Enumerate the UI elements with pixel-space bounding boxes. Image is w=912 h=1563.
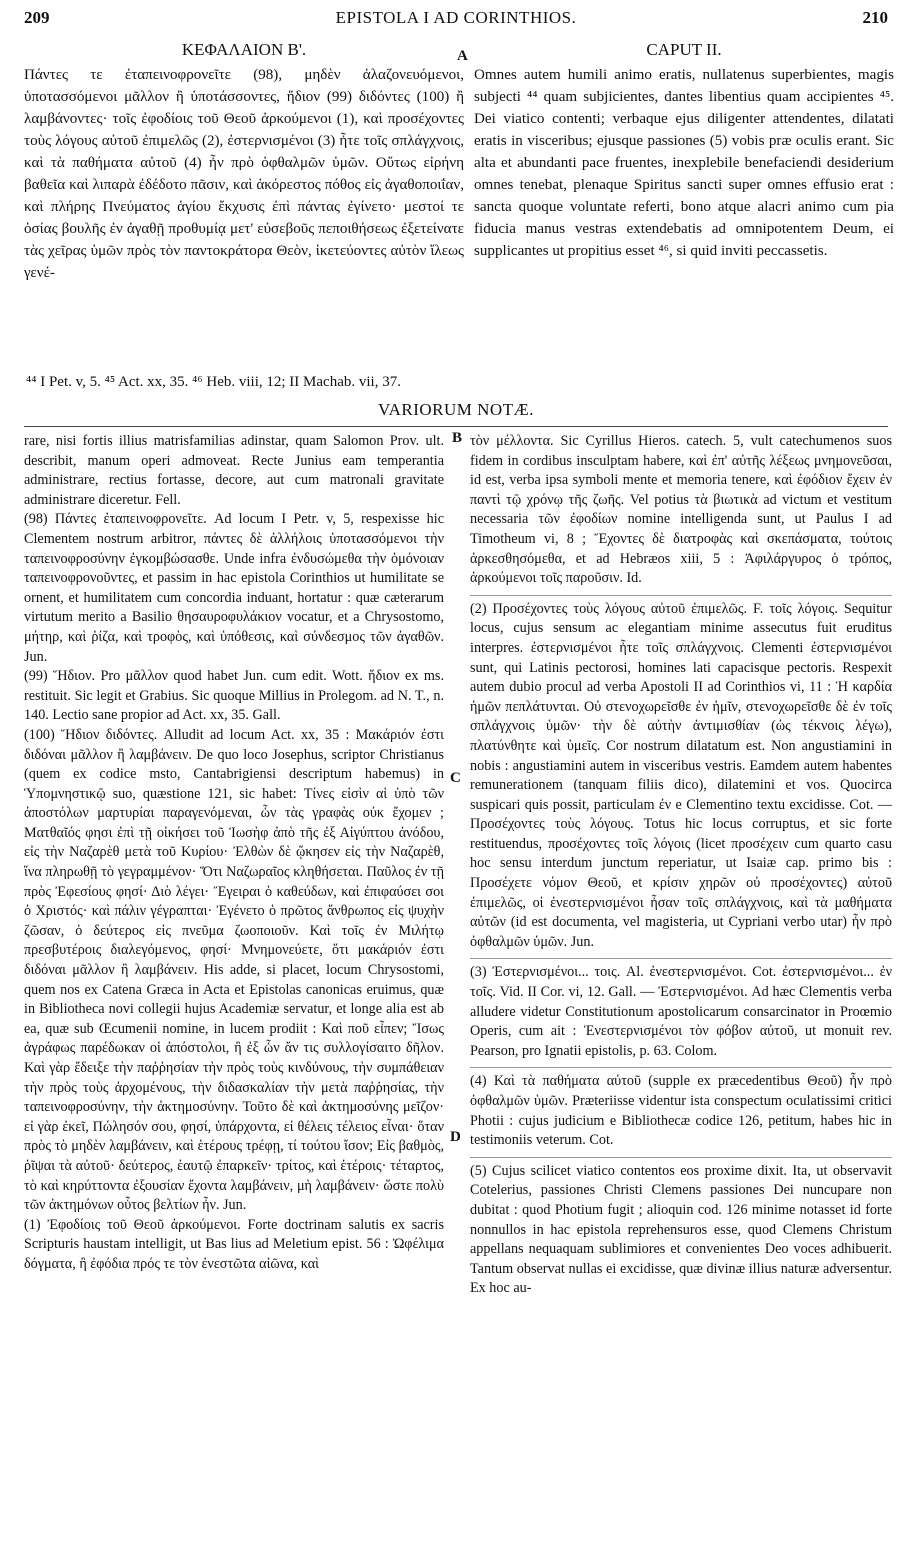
- margin-letter-b: B: [452, 430, 463, 446]
- latin-chapter-heading: CAPUT II.: [646, 40, 722, 59]
- notes-right-column: [470, 432, 892, 1299]
- note-paragraph: (100) Ἥδιον διδόντες. Alludit ad locum Act. xx, 35 : Μακάριόν ἐστι διδόναι μᾶλλον ἢ λαμβάνειν. De quo loco Josephus, scriptor Christianus (quem ex codice msto, Cantabrigiensi descriptum habemus) in Ὑπομνηστικῷ suo, quæstione 121, sic habet: Τίνες εἰσὶν αἱ ὑπὸ τῶν ἀποστόλων μαρτυρίαι παραγενόμεναι, ὧν τὰς γραφὰς οὐκ ἔχομεν ; Ματθαῖός φησι ἐπὶ τῇ οἰκήσει τοῦ Ἰωσὴφ ἀπὸ τῆς ἐξ Αἰγύπτου ἀνόδου, εἰς τὴν Ναζαρὲθ μετὰ τοῦ Κυρίου· Ἐλθὼν δὲ ᾤκησεν εἰς τὴν Ναζαρὲθ, ἵνα πληρωθῇ τὸ γεγραμμένον· Ὅτι Ναζωραῖος κληθήσεται. Παῦλος ἐν τῇ πρὸς Ἐφεσίους φησί· Διὸ λέγει· Ἔγειραι ὁ καθεύδων, καὶ ἐπιφαύσει σοι ὁ Χριστός· καὶ πάλιν γέγραπται· Ἐγένετο ὁ πρῶτος ἄνθρωπος εἰς ψυχὴν ζῶσαν, ὁ δεύτερος εἰς πνεῦμα ζωοποιοῦν. Καὶ τοῖς ἐν Μιλήτῳ πρεσβυτέροις διαλεγόμενος, φησί· Μνημονεύετε, ὅτι μακάριόν ἐστι διδόναι μᾶλλον ἢ λαμβάνειν. His adde, si placet, locum Chrysostomi, quem nos ex Catena Græca in Acta et Epistolas canonicas eruimus, quæ in Bibliotheca novi collegii hujus Academiæ servatur, et longe alia est ab ea, quæ sub Œcumenii nomine, in lucem prodiit : Καὶ ποῦ εἶπεν; Ἴσως ἀγράφως παρέδωκαν οἱ ἀπόστολοι, ἢ ἐξ ὧν ἄν τις συλλογίσαιτο δῆλον. Καὶ γὰρ ἔδειξε τὴν παῤῥησίαν τὴν πρὸς τοὺς κινδύνους, τὴν συμπάθειαν τὴν πρὸς τοὺς ἀρχομένους, τὴν διδασκαλίαν τὴν μετὰ παῤῥησίας, τὴν ταπεινοφροσύνην, τὴν ἀκτημοσύνην. Τοῦτο δὲ καὶ ἀκτημοσύνης μεῖζον· εἰ γὰρ ἐκεῖ, Πώλησόν σου, φησί, ὑπάρχοντα, εἰ θέλεις τέλειος εἶναι· ὅταν πρὸς τὸ μηδὲν λαμβάνειν, καὶ ἑτέρους τρέφῃ, τί τούτου ἴσον; Εἰς βαθμὸς, ῥῖψαι τὰ αὐτοῦ· δεύτερος, ἑαυτῷ ἐπαρκεῖν· τρίτος, καὶ ἑτέροις· τέταρτος, τὸ καὶ κηρύττοντα ἐξουσίαν ἔχοντα λαμβάνειν, μὴ λαμβάνειν· ὥστε πολὺ τῶν ἀκτημόνων οὗτος βελτίων ἦν. Jun.: [24, 726, 444, 1214]
- margin-letter-a: A: [457, 48, 468, 64]
- note-paragraph: (5) Cujus scilicet viatico contentos eos proxime dixit. Ita, ut observavit Cotelerius, passiones Christi Clemens passiones Dei nuncupare non dubitat : quod Photium fugit ; alioquin cod. 126 minime notasset id forte nonnullos in hac epistola reprehensuros esse, quod Clemens Christum appellans nequaquam sublimiores et convenientes Deo voces adhibuerit. Tantum observat nullas ei excidisse, quæ divinæ illius naturæ adversentur. Ex hoc au-: [470, 1157, 892, 1299]
- latin-text: Omnes autem humili animo eratis, nullatenus superbientes, magis subjecti ⁴⁴ quam subjicientes, dantes libentius quam accipientes ⁴⁵. Dei viatico contenti; verbaque ejus diligenter attendentes, dilatati eratis in visceribus; ejusque passiones (5) vobis præ oculis erant. Sic alta et abundanti pace fruentes, inexplebile benefaciendi desiderium omnes tenebat, plenaque Spiritus sancti super omnes effusio erat : sancta quoque voluntate referti, bono atque alacri animo cum pia fiducia manus vestras extendebatis ad omnipotentem Deum, ei supplicantes ut propitius esset ⁴⁶, si quid inviti peccassetis.: [474, 67, 894, 259]
- notes-heading: VARIORUM NOTÆ.: [378, 400, 534, 419]
- note-paragraph: (3) Ἐστερνισμένοι... τοις. Al. ἐνεστερνισμένοι. Cot. ἐστερνισμένοι... ἐν τοῖς. Vid. II Cor. vi, 12. Gall. — Ἐστερνισμένοι. Ad hæc Clementis verba alludere videtur Constitutionum apostolicarum consarcinator in Proœmio Operis, cum ait : Ἐνεστερνισμένοι τὸν φόβον αὐτοῦ, ut monuit rev. Pearson, pro Ignatii epistolis, p. 63. Colom.: [470, 958, 892, 1061]
- greek-chapter-heading: ΚΕΦΑΛΑΙΟΝ Β'.: [181, 40, 307, 59]
- note-paragraph: rare, nisi fortis illius matrisfamilias adinstar, quam Salomon Prov. ult. describit, manum operi admoveat. Recte Junius eam temperantia administrare, rectius fortasse, decore, aut cum matronali gravitate administrare diceretur. Fell.: [24, 433, 444, 508]
- latin-text-column: [474, 40, 894, 262]
- note-paragraph: (1) Ἐφοδίοις τοῦ Θεοῦ ἀρκούμενοι. Forte doctrinam salutis ex sacris Scripturis haustam intelligit, ut Bas lius ad Meletium epist. 56 : Ὠφέλιμα δόγματα, ἢ ἐφόδια πρός τε τὸν ἐνεστῶτα αἰῶνα, καὶ: [24, 1216, 444, 1272]
- left-page-number: 209: [24, 8, 50, 27]
- right-page-number: 210: [862, 8, 888, 27]
- running-title: EPISTOLA I AD CORINTHIOS.: [335, 8, 577, 27]
- greek-text: Πάντες τε ἐταπεινοφρονεῖτε (98), μηδὲν ἀλαζονευόμενοι, ὑποτασσόμενοι μᾶλλον ἢ ὑποτάσσοντες, ἥδιον (99) διδόντες (100) ἢ λαμβάνοντες· τοῖς ἐφοδίοις τοῦ Θεοῦ ἀρκούμενοι (1), καὶ προσέχοντες τοὺς λόγους αὐτοῦ ἐπιμελῶς (2), ἐστερνισμένοι (3) ἦτε τοῖς σπλάγχνοις, καὶ τὰ παθήματα αὐτοῦ (4) ἦν πρὸ ὀφθαλμῶν ὑμῶν. Οὕτως εἰρήνη βαθεῖα καὶ λιπαρὰ ἐδέδοτο πᾶσιν, καὶ ἀκόρεστος πόθος εἰς ἀγαθοποιΐαν, καὶ πλήρης Πνεύματος ἁγίου ἔκχυσις ἐπὶ πάντας ἐγίνετο· μεστοί τε ὁσίας βουλῆς ἐν ἀγαθῇ προθυμίᾳ μετ' εὐσεβοῦς πεποιθήσεως ἐξετείνατε τὰς χεῖρας ὑμῶν πρὸς τὸν παντοκράτορα Θεὸν, ἱκετεύοντες αὐτὸν ἵλεως γενέ-: [24, 67, 464, 281]
- margin-letter-d: D: [450, 1129, 461, 1145]
- notes-left-column: [24, 432, 444, 1275]
- scripture-references: ⁴⁴ I Pet. v, 5. ⁴⁵ Act. xx, 35. ⁴⁶ Heb. viii, 12; II Machab. vii, 37.: [26, 374, 401, 390]
- note-paragraph: (99) Ἥδιον. Pro μᾶλλον quod habet Jun. cum edit. Wott. ἥδιον ex ms. restituit. Sic legit et Grabius. Sic quoque Millius in Prolegom. ad N. T., n. 140. Lectio sane propior ad Act. xx, 35. Gall.: [24, 668, 444, 724]
- note-paragraph: (4) Καὶ τὰ παθήματα αὐτοῦ (supple ex præcedentibus Θεοῦ) ἦν πρὸ ὀφθαλμῶν ὑμῶν. Præteriisse videntur ista conspectum oculatissimi critici Photii : cujus judicium e Bibliothecæ codice 126, petitum, habes hic in testimoniis veterum. Cot.: [470, 1067, 892, 1150]
- note-paragraph: τὸν μέλλοντα. Sic Cyrillus Hieros. catech. 5, vult catechumenos suos fidem in cordibus insculptam habere, καὶ ἐπ' αὐτῆς λέξεως μνημονεῦσαι, id est, verba ipsa symboli mente et memoria tenere, καὶ ἐφόδιον ἔχειν ἐν παντὶ τῷ χρόνῳ τῆς ζωῆς. Vel potius τὰ βιωτικὰ ad victum et vestitum necessaria τῶν ἐφοδίων nomine intelligenda sunt, ut Paulus I ad Timotheum vi, 8 ; Ἔχοντες δὲ διατροφὰς καὶ σκεπάσματα, τούτοις ἀρκεσθησόμεθα, et ad Hebræos xiii, 5 : Ἀφιλάργυρος ὁ τρόπος, ἀρκούμενοι τοῖς παροῦσιν. Id.: [470, 433, 892, 587]
- note-paragraph: (2) Προσέχοντες τοὺς λόγους αὐτοῦ ἐπιμελῶς. F. τοῖς λόγοις. Sequitur locus, cujus sensum ac elegantiam minime assecutus fuit eruditus interpres. ἐστερνισμένοι ἦτε τοῖς σπλάγχνοις. Clementi ἐστερνισμένοι sunt, qui Latinis pectorosi, homines lati capacisque pectoris. Respexit autem dubio procul ad verba Apostoli II ad Corinthios vi, 11 : Ἡ καρδία ἡμῶν πεπλάτυνται. Οὐ στενοχωρεῖσθε ἐν ἡμῖν, στενοχωρεῖσθε δὲ ἐν τοῖς σπλάγχνοις ὑμῶν· τὴν δὲ αὐτὴν ἀντιμισθίαν (ὡς τέκνοις λέγω), πλατύνθητε καὶ ὑμεῖς. Cor nostrum dilatatum est. Non angustiamini in nobis : angustiamini autem in visceribus vestris. Eamdem autem habentes remunerationem (tanquam filiis dico), dilatemini et vos. Quocirca suspicari quis possit, particulam ἐν e Clementino textu excidisse. Cot. — Προσέχοντες τοὺς λόγους. Totus hic locus corruptus, et sic forte restituendus, προσέχοντες τοῖς λόγοις (licet προσέχειν cum quarto casu hoc sensu interdum junctum reperiatur, ut Isaiæ cap. primo bis : Προσέχετε νόμον Θεοῦ, et κρίσιν χηρῶν οὐ προσέχοντες) αὐτοῦ ἐπιμελῶς, οἱ ἐνεστερνισμένοι ἦσαν τοῖς σπλάγχνοις, καὶ τὰ μαθήματα αὐτῶν (id est documenta, vel magisteria, ut Cypriani verbo utar) ἦν πρὸ ὀφθαλμῶν ὑμῶν. Jun.: [470, 595, 892, 953]
- greek-text-column: [24, 40, 464, 284]
- note-paragraph: (98) Πάντες ἐταπεινοφρονεῖτε. Ad locum I Petr. v, 5, respexisse hic Clementem nostrum arbitror, πάντες δὲ ἀλλήλοις ὑποτασσόμενοι τὴν ταπεινοφροσύνην ἐγκομβώσασθε. Unde infra ἐνδυσώμεθα τὴν ὁμόνοιαν ταπεινοφρονοῦντες, et passim in hac epistola Corinthios ut humilitate se ornent, et humilitatem cum concordia induant, hortatur : quæ cæterarum virtutum merito a Basilio θησαυροφυλάκιον vocatur, et a Chrysostomo, μήτηρ, καὶ ῥίζα, καὶ τροφὸς, καὶ ὑπόθεσις, καὶ σύνδεσμος τῶν ἀγαθῶν. Jun.: [24, 511, 444, 665]
- notes-divider: [24, 426, 888, 427]
- margin-letter-c: C: [450, 770, 461, 786]
